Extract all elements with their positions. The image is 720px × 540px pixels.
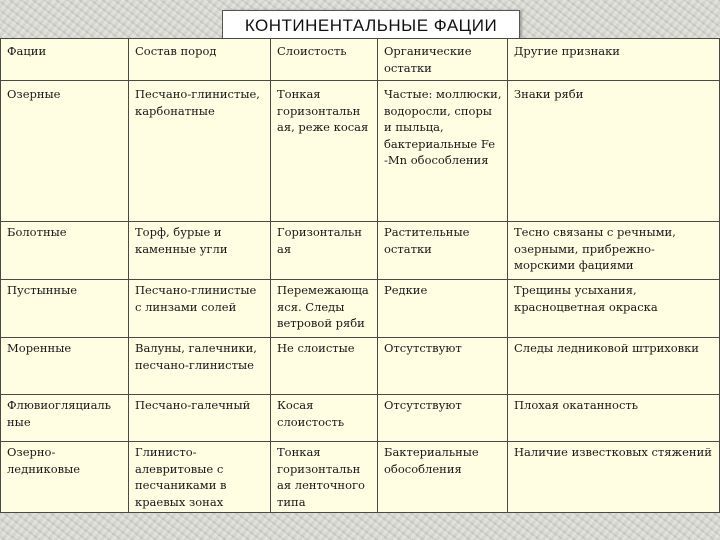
table-cell: Бактериальные обособления	[378, 442, 508, 513]
table-row	[1, 395, 720, 442]
table-row	[1, 222, 720, 280]
table-cell: Перемежающа яся. Следы ветровой ряби	[271, 280, 378, 338]
table-cell: Косая слоистость	[271, 395, 378, 442]
table-cell: Пустынные	[1, 280, 129, 338]
table-cell: Болотные	[1, 222, 129, 280]
table-cell: Горизонтальн ая	[271, 222, 378, 280]
table-row	[1, 442, 720, 513]
header-cell-facies: Фации	[1, 39, 129, 81]
page-title: КОНТИНЕНТАЛЬНЫЕ ФАЦИИ	[222, 10, 520, 40]
table-cell: Глинисто-алевритовые с песчаниками в краевых зонах	[129, 442, 271, 513]
table-cell: Песчано-галечный	[129, 395, 271, 442]
table-cell: Тонкая горизонтальн ая, реже косая	[271, 81, 378, 222]
table-row	[1, 81, 720, 222]
table-row	[1, 280, 720, 338]
table-cell: Моренные	[1, 338, 129, 395]
facies-table	[0, 38, 720, 513]
header-cell-rock-composition: Состав пород	[129, 39, 271, 81]
table-cell: Отсутствуют	[378, 395, 508, 442]
table-cell: Следы ледниковой штриховки	[508, 338, 720, 395]
table-cell: Тонкая горизонтальн ая ленточного типа	[271, 442, 378, 513]
header-cell-other-features: Другие признаки	[508, 39, 720, 81]
table-cell: Трещины усыхания, красноцветная окраска	[508, 280, 720, 338]
table-cell: Не слоистые	[271, 338, 378, 395]
table-row	[1, 338, 720, 395]
table-cell: Растительные остатки	[378, 222, 508, 280]
table-cell: Песчано-глинистые, карбонатные	[129, 81, 271, 222]
table-cell: Знаки ряби	[508, 81, 720, 222]
table-cell: Озерные	[1, 81, 129, 222]
header-cell-organic-remains: Органические остатки	[378, 39, 508, 81]
header-cell-bedding: Слоистость	[271, 39, 378, 81]
table-cell: Флювиогляциаль ные	[1, 395, 129, 442]
table-cell: Тесно связаны с речными, озерными, прибрежно-морскими фациями	[508, 222, 720, 280]
table-cell: Наличие известковых стяжений	[508, 442, 720, 513]
table-cell: Редкие	[378, 280, 508, 338]
table-cell: Торф, бурые и каменные угли	[129, 222, 271, 280]
table-cell: Плохая окатанность	[508, 395, 720, 442]
table-cell: Песчано-глинистые с линзами солей	[129, 280, 271, 338]
table-cell: Отсутствуют	[378, 338, 508, 395]
table-cell: Частые: моллюски, водоросли, споры и пыльца, бактериальные Fe -Mn обособления	[378, 81, 508, 222]
table-cell: Валуны, галечники, песчано-глинистые	[129, 338, 271, 395]
table-header-row	[1, 39, 720, 81]
table-cell: Озерно-ледниковые	[1, 442, 129, 513]
